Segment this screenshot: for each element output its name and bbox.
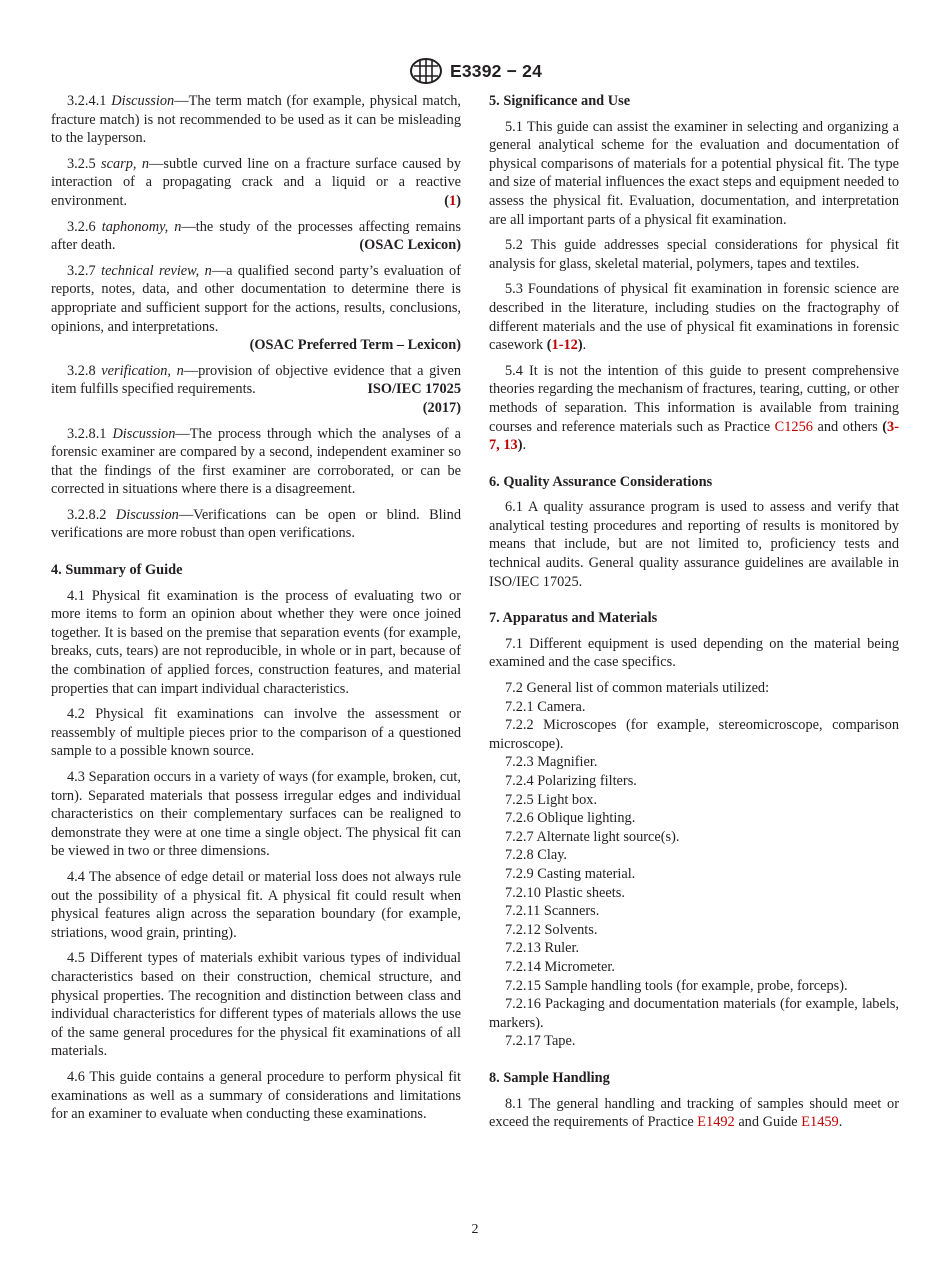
list-item: 7.2.14 Micrometer. xyxy=(505,958,615,975)
clause-4-4: 4.4 The absence of edge detail or material loss does not always rule out the possibility of a physical fit. A physical fit could result when physical features align across the separation boundary (for example, striations, wood grain, printing). xyxy=(51,868,461,941)
source-citation: (OSAC Preferred Term – Lexicon) xyxy=(249,337,461,354)
clause-4-5: 4.5 Different types of materials exhibit various types of individual characteristics based on their construction, chemical structure, and physical properties. The recognition and distinction between class and individual characteristics for different types of materials allows the use of the same general procedures for the physical fit examinations of all materials. xyxy=(51,950,461,1060)
clause-4-3: 4.3 Separation occurs in a variety of ways (for example, broken, cut, torn). Separated materials that possess irregular edges and individual characteristics on their complementary surfaces can be realigned to demonstrate they were at one time a single object. The physical fit can be viewed in two or three dimensions. xyxy=(51,769,461,860)
reference-link[interactable]: 1 xyxy=(449,192,457,209)
source-citation: (1) xyxy=(444,192,461,209)
reference-link[interactable]: 1-12 xyxy=(551,337,578,354)
clause-5-2: 5.2 This guide addresses special considerations for physical fit analysis for glass, skeletal material, polymers, tapes and textiles. xyxy=(489,237,899,272)
clause-3-2-4-1: 3.2.4.1 Discussion—The term match (for example, physical match, fracture match) is not recommended to be used as it can be misleading to the layperson. xyxy=(51,93,461,147)
list-item: 7.2.4 Polarizing filters. xyxy=(505,773,637,789)
clause-3-2-5: 3.2.5 scarp, n—subtle curved line on a fracture surface caused by interaction of a propagating crack and a liquid or a reactive environment. (1) xyxy=(51,155,462,209)
astm-logo-icon xyxy=(408,57,444,85)
clause-7-1: 7.1 Different equipment is used depending on the material being examined and the case specifics. xyxy=(489,635,899,671)
list-item: 7.2.16 Packaging and documentation materials (for example, labels, markers). xyxy=(489,996,899,1031)
section-heading-6: 6. Quality Assurance Considerations xyxy=(489,473,713,490)
list-item: 7.2.1 Camera. xyxy=(505,698,586,715)
reference-link[interactable]: 13 xyxy=(503,437,518,454)
list-item: 7.2.11 Scanners. xyxy=(505,903,600,920)
clause-8-1: 8.1 The general handling and tracking of samples should meet or exceed the requirements of Practice E1492 and Guide E1459. xyxy=(489,1095,899,1131)
clause-3-2-8-2: 3.2.8.2 Discussion—Verifications can be open or blind. Blind verifications are more robust than open verifications. xyxy=(51,506,461,542)
standard-link[interactable]: C1256 xyxy=(774,418,813,435)
source-citation: (OSAC Lexicon) xyxy=(359,237,461,254)
standard-link[interactable]: E1492 xyxy=(697,1114,735,1131)
term: Discussion xyxy=(111,93,175,109)
clause-3-2-6: 3.2.6 taphonomy, n—the study of the processes affecting remains after death. (OSAC Lexicon) xyxy=(51,218,461,254)
clause-5-4: 5.4 It is not the intention of this guide to present comprehensive theories regarding the mechanism of fractures, tearing, cutting, or other methods of separation. This information is available from training courses and reference materials such as Practice C1256 and others (3-7, 13). xyxy=(489,362,899,454)
list-item: 7.2.7 Alternate light source(s). xyxy=(505,828,680,845)
section-heading-4: 4. Summary of Guide xyxy=(51,562,183,579)
clause-4-1: 4.1 Physical fit examination is the process of evaluating two or more items to form an opinion about whether they were once joined together. It is based on the premise that separation events (for example, breaks, cuts, tears) are not reproducible, in whole or in part, because of the combination of applied forces, construction features, and material properties that can impart individual characteristics. xyxy=(51,587,461,697)
clause-4-6: 4.6 This guide contains a general procedure to perform physical fit examinations as well as a summary of considerations and limitations for an examiner to evaluate when conducting these examinations. xyxy=(51,1068,461,1123)
section-heading-7: 7. Apparatus and Materials xyxy=(489,610,658,627)
list-item: 7.2.3 Magnifier. xyxy=(505,754,598,771)
reference-link[interactable]: 3-7 xyxy=(489,418,899,454)
term: scarp, n xyxy=(101,155,150,172)
list-item: 7.2.17 Tape. xyxy=(505,1033,576,1050)
clause-5-3: 5.3 Foundations of physical fit examination in forensic science are described in the literature, including studies on the fractography of different materials and the use of physical fit examinations in forensic casework (1-12). xyxy=(489,281,899,354)
list-item: 7.2.8 Clay. xyxy=(505,847,568,864)
right-column xyxy=(489,92,899,1139)
term: Discussion xyxy=(115,506,179,523)
source-citation-year: (2017) xyxy=(422,399,461,416)
list-item: 7.2.6 Oblique lighting. xyxy=(505,810,636,827)
list-item: 7.2.12 Solvents. xyxy=(505,921,598,938)
clause-7-2: 7.2 General list of common materials utilized: xyxy=(505,680,770,697)
clause-3-2-8: 3.2.8 verification, n—provision of objective evidence that a given item fulfills specified requirements. ISO/IEC 17025 (2017) xyxy=(51,362,462,416)
clause-3-2-8-1: 3.2.8.1 Discussion—The process through which the analyses of a forensic examiner are compared by a second, independent examiner so that the findings of the first examiner are corroborated, or can be corrected in situations where there is a disagreement. xyxy=(51,425,461,498)
clause-3-2-7: 3.2.7 technical review, n—a qualified second party’s evaluation of reports, notes, data, and other documentation to determine there is appropriate and sufficient support for the actions, results, conclusions, opinions, and interpretations. (OSAC Preferred Term – Lexicon) xyxy=(51,262,461,354)
document-designation: E3392 − 24 xyxy=(449,60,542,81)
list-item: 7.2.2 Microscopes (for example, stereomicroscope, comparison microscope). xyxy=(489,717,899,752)
term: Discussion xyxy=(112,425,176,442)
section-heading-8: 8. Sample Handling xyxy=(489,1069,610,1086)
page-header xyxy=(0,57,950,90)
term: verification, n xyxy=(101,362,184,379)
page-number: 2 xyxy=(471,1222,479,1237)
left-column xyxy=(51,92,461,1131)
list-item: 7.2.10 Plastic sheets. xyxy=(505,884,625,901)
list-item: 7.2.15 Sample handling tools (for example, probe, forceps). xyxy=(505,977,848,994)
clause-6-1: 6.1 A quality assurance program is used to assess and verify that analytical testing procedures and reporting of results is monitored by means that include, but are not limited to, proficiency tests and technical audits. General quality assurance guidelines are available in ISO/IEC 17025. xyxy=(489,499,899,590)
standard-link[interactable]: E1459 xyxy=(801,1114,839,1131)
clause-4-2: 4.2 Physical fit examinations can involve the assessment or reassembly of multiple pieces prior to the comparison of a questioned sample to a possible known source. xyxy=(51,706,461,760)
term: technical review, n xyxy=(101,262,212,279)
list-item: 7.2.5 Light box. xyxy=(505,791,598,808)
source-citation: ISO/IEC 17025 xyxy=(367,381,461,398)
section-heading-5: 5. Significance and Use xyxy=(489,93,631,109)
list-item: 7.2.13 Ruler. xyxy=(505,940,580,957)
clause-5-1: 5.1 This guide can assist the examiner in selecting and organizing a general analytical scheme for the evaluation and documentation of physical comparisons of materials for a potential physical fit. The type and size of material influences the exact steps and equipment needed to assess the physical fit. Evaluation, documentation, and interpretation are all important parts of a physical fit examination. xyxy=(489,118,899,228)
list-item: 7.2.9 Casting material. xyxy=(505,865,636,882)
term: taphonomy, n xyxy=(101,218,182,235)
